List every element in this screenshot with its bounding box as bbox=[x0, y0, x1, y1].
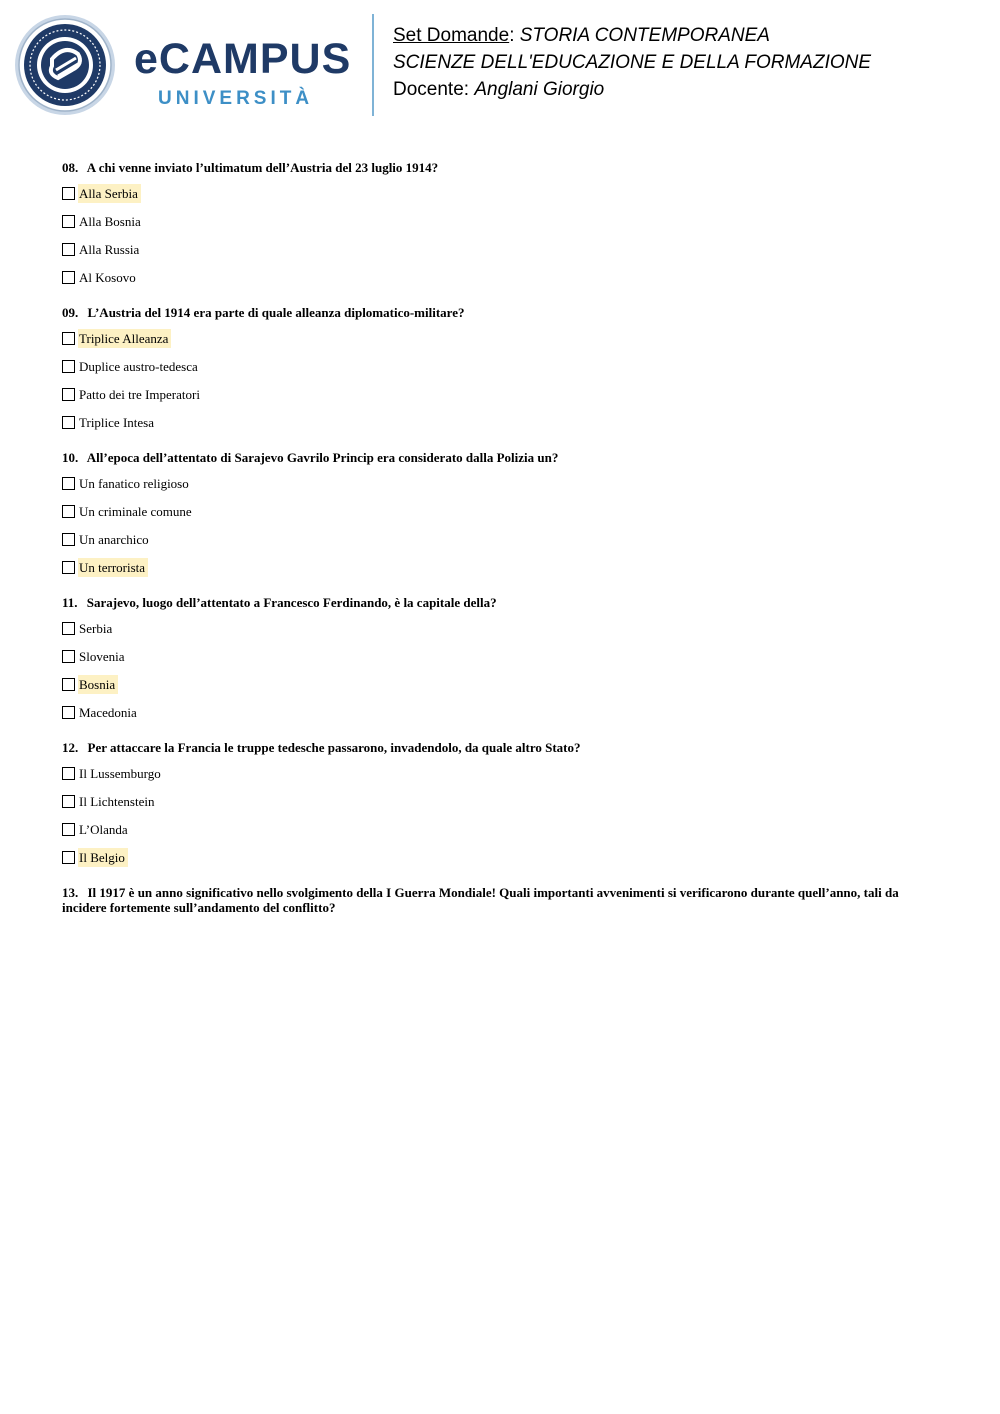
answer-option[interactable] bbox=[62, 529, 942, 549]
question-number: 13. bbox=[62, 885, 79, 900]
answer-checkbox[interactable] bbox=[62, 332, 75, 345]
answer-label: Il Lussemburgo bbox=[79, 765, 161, 781]
answer-checkbox[interactable] bbox=[62, 823, 75, 836]
question-09 bbox=[62, 305, 942, 432]
answer-label: Duplice austro-tedesca bbox=[79, 358, 198, 374]
question-list bbox=[62, 160, 942, 915]
answer-option[interactable] bbox=[62, 384, 942, 404]
answer-checkbox[interactable] bbox=[62, 243, 75, 256]
answer-checkbox[interactable] bbox=[62, 505, 75, 518]
question-text: L’Austria del 1914 era parte di quale alleanza diplomatico-militare? bbox=[87, 305, 465, 320]
answer-checkbox[interactable] bbox=[62, 271, 75, 284]
question-13 bbox=[62, 885, 942, 915]
course-name: STORIA CONTEMPORANEA bbox=[519, 25, 770, 46]
answer-option[interactable] bbox=[62, 847, 942, 867]
answer-option[interactable] bbox=[62, 618, 942, 638]
header-divider bbox=[372, 14, 374, 116]
answer-option[interactable] bbox=[62, 557, 942, 577]
page-header bbox=[0, 0, 1000, 130]
teacher-name: Anglani Giorgio bbox=[474, 79, 605, 100]
answer-label: Alla Russia bbox=[79, 241, 140, 257]
answer-option[interactable] bbox=[62, 473, 942, 493]
question-text: All’epoca dell’attentato di Sarajevo Gavrilo Princip era considerato dalla Polizia un? bbox=[86, 450, 559, 465]
question-text: A chi venne inviato l’ultimatum dell’Austria del 23 luglio 1914? bbox=[86, 160, 439, 175]
answer-label: Un criminale comune bbox=[79, 503, 192, 519]
answer-option[interactable] bbox=[62, 819, 942, 839]
course-line bbox=[393, 22, 871, 49]
answer-checkbox[interactable] bbox=[62, 416, 75, 429]
question-number: 12. bbox=[62, 740, 79, 755]
answer-checkbox[interactable] bbox=[62, 388, 75, 401]
question-text: Il 1917 è un anno significativo nello svolgimento della I Guerra Mondiale! Quali importanti avvenimenti si verificarono durante quell’anno, tali da incidere fortemente sull’andamento del conflitto? bbox=[62, 885, 899, 915]
answer-checkbox[interactable] bbox=[62, 533, 75, 546]
course-info bbox=[393, 22, 871, 103]
answer-label-highlighted: Un terrorista bbox=[78, 558, 148, 577]
answer-label-highlighted: Bosnia bbox=[78, 675, 118, 694]
answer-label: Patto dei tre Imperatori bbox=[79, 386, 200, 402]
answer-checkbox[interactable] bbox=[62, 851, 75, 864]
answer-label: Slovenia bbox=[79, 648, 125, 664]
question-08 bbox=[62, 160, 942, 287]
answer-label: Serbia bbox=[79, 620, 113, 636]
question-12 bbox=[62, 740, 942, 867]
question-text: Per attaccare la Francia le truppe tedesche passarono, invadendolo, da quale altro Stato? bbox=[87, 740, 581, 755]
question-title bbox=[62, 450, 942, 465]
question-title bbox=[62, 305, 942, 320]
teacher-label: Docente: bbox=[393, 79, 470, 100]
answer-label: Alla Bosnia bbox=[79, 213, 141, 229]
answer-option[interactable] bbox=[62, 674, 942, 694]
answer-option[interactable] bbox=[62, 328, 942, 348]
question-text: Sarajevo, luogo dell’attentato a Francesco Ferdinando, è la capitale della? bbox=[86, 595, 497, 610]
answer-option[interactable] bbox=[62, 412, 942, 432]
answer-label: Il Lichtenstein bbox=[79, 793, 155, 809]
answer-label: L’Olanda bbox=[79, 821, 128, 837]
set-separator: : bbox=[509, 25, 515, 46]
answer-label: Macedonia bbox=[79, 704, 137, 720]
answer-option[interactable] bbox=[62, 211, 942, 231]
answer-checkbox[interactable] bbox=[62, 795, 75, 808]
answer-label: Al Kosovo bbox=[79, 269, 136, 285]
teacher-line bbox=[393, 76, 871, 103]
answer-checkbox[interactable] bbox=[62, 767, 75, 780]
question-title bbox=[62, 595, 942, 610]
answer-label: Un fanatico religioso bbox=[79, 475, 189, 491]
answer-option[interactable] bbox=[62, 239, 942, 259]
answer-checkbox[interactable] bbox=[62, 650, 75, 663]
answer-label-highlighted: Il Belgio bbox=[78, 848, 128, 867]
answer-label-highlighted: Alla Serbia bbox=[78, 184, 141, 203]
set-label: Set Domande bbox=[393, 25, 510, 46]
question-number: 09. bbox=[62, 305, 79, 320]
question-number: 11. bbox=[62, 595, 78, 610]
answer-checkbox[interactable] bbox=[62, 622, 75, 635]
ecampus-seal-logo bbox=[14, 14, 116, 116]
answer-checkbox[interactable] bbox=[62, 215, 75, 228]
answer-checkbox[interactable] bbox=[62, 477, 75, 490]
faculty-name: SCIENZE DELL'EDUCAZIONE E DELLA FORMAZIONE bbox=[393, 52, 872, 73]
question-title bbox=[62, 160, 942, 175]
answer-label: Un anarchico bbox=[79, 531, 149, 547]
answer-option[interactable] bbox=[62, 763, 942, 783]
question-number: 10. bbox=[62, 450, 79, 465]
answer-label-highlighted: Triplice Alleanza bbox=[78, 329, 171, 348]
question-number: 08. bbox=[62, 160, 79, 175]
answer-option[interactable] bbox=[62, 183, 942, 203]
question-10 bbox=[62, 450, 942, 577]
answer-option[interactable] bbox=[62, 702, 942, 722]
answer-option[interactable] bbox=[62, 267, 942, 287]
ecampus-wordmark bbox=[134, 35, 359, 118]
question-11 bbox=[62, 595, 942, 722]
answer-checkbox[interactable] bbox=[62, 187, 75, 200]
brand-subtitle: UNIVERSITÀ bbox=[158, 88, 314, 109]
answer-checkbox[interactable] bbox=[62, 561, 75, 574]
answer-option[interactable] bbox=[62, 501, 942, 521]
brand-name: eCAMPUS bbox=[134, 35, 352, 83]
answer-option[interactable] bbox=[62, 791, 942, 811]
answer-checkbox[interactable] bbox=[62, 678, 75, 691]
answer-option[interactable] bbox=[62, 646, 942, 666]
answer-checkbox[interactable] bbox=[62, 706, 75, 719]
answer-label: Triplice Intesa bbox=[79, 414, 154, 430]
question-title bbox=[62, 740, 942, 755]
answer-option[interactable] bbox=[62, 356, 942, 376]
answer-checkbox[interactable] bbox=[62, 360, 75, 373]
